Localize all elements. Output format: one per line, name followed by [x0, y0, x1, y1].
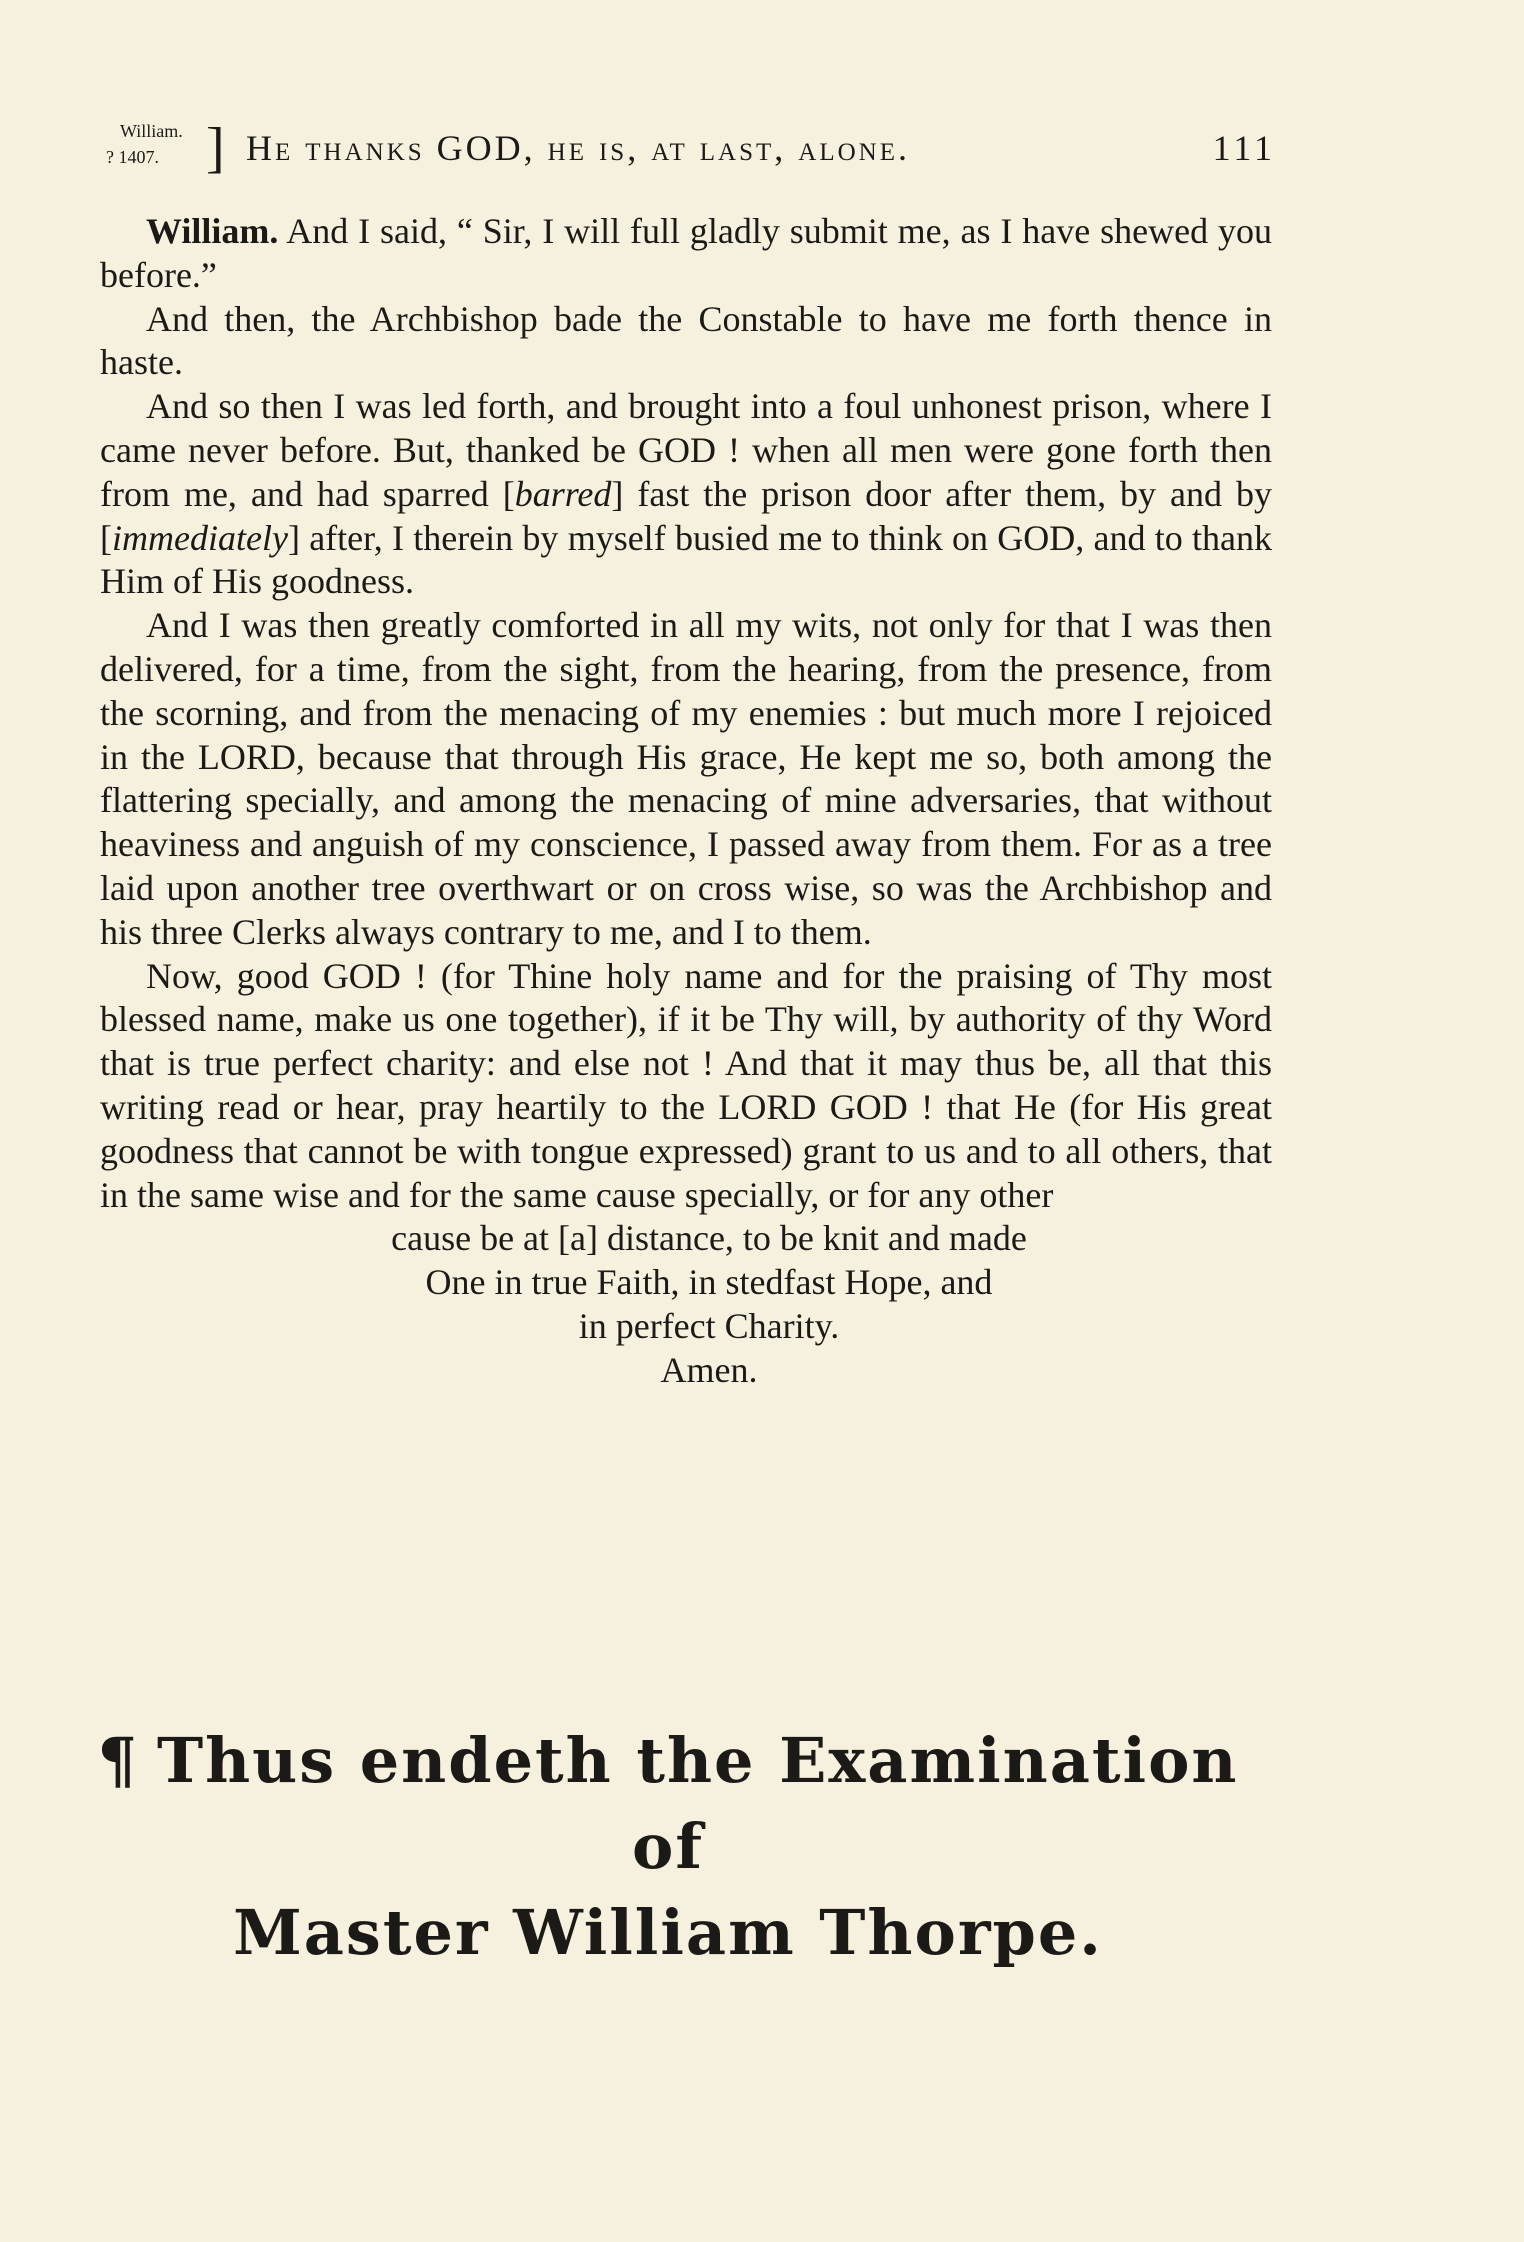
pilcrow-icon: ¶: [97, 1724, 139, 1797]
paragraph: [100, 210, 1272, 298]
colophon-line-2: Master William Thorpe.: [233, 1896, 1103, 1969]
paragraph-text: And I said, “ Sir, I will full gladly submit me, as I have shewed you before.”: [100, 211, 1272, 295]
margin-note-name: William.: [120, 121, 183, 141]
body-text: [100, 210, 1272, 1393]
paragraph: And then, the Archbishop bade the Constable to have me forth thence in haste.: [100, 298, 1272, 383]
paragraph: [100, 385, 1272, 604]
running-head: [106, 118, 1276, 182]
paragraph-text: ] after, I therein by myself busied me to think on GOD, and to thank Him of His goodness.: [100, 517, 1272, 602]
colophon: [60, 1718, 1276, 1976]
paragraph-text: And so then I was led forth, and brought into a foul unhonest prison, where I came never before. But, thanked be GOD ! when all men were gone forth then from me, and had sparred [: [100, 386, 1272, 514]
colophon-text: Thus endeth the Examination of: [156, 1724, 1239, 1883]
closing-line: One in true Faith, in stedfast Hope, and: [425, 1262, 993, 1303]
margin-bracket: ]: [206, 117, 225, 179]
closing-line: Amen.: [660, 1349, 758, 1390]
paragraph: Now, good GOD ! (for Thine holy name and for the praising of Thy most blessed name, make us one together), if it be Thy will, by authority of thy Word that is true perfect charity: and else not ! And that it may thus be, all that this writing read or hear, pray heartily to the LORD GOD ! that He (for His great goodness that cannot be with tongue expressed) grant to us and to all others, that in the same wise and for the same cause specially, or for any other: [100, 955, 1272, 1215]
gloss: immediately: [112, 517, 288, 558]
speaker-name: William.: [146, 211, 279, 251]
paragraph-text: ] fast the prison door after them, by and by [: [100, 473, 1272, 558]
colophon-line-1: [60, 1718, 1276, 1890]
closing-line: in perfect Charity.: [578, 1305, 840, 1346]
margin-note-date: ? 1407.: [106, 147, 159, 167]
closing-line: cause be at [a] distance, to be knit and made: [391, 1218, 1027, 1259]
running-title: He thanks GOD, he is, at last, alone.: [246, 128, 910, 168]
paragraph: And I was then greatly comforted in all my wits, not only for that I was then delivered, for a time, from the sight, from the hearing, from the presence, from the scorning, and from the menacing of my enemies : but much more I rejoiced in the LORD, because that through His grace, He kept me so, both among the flattering specially, and among the menacing of mine adversaries, that without heaviness and anguish of my conscience, I passed away from them. For as a tree laid upon another tree overthwart or on cross wise, so was the Archbishop and his three Clerks always contrary to me, and I to them.: [100, 605, 1272, 952]
gloss: barred: [514, 473, 612, 514]
page-number: 111: [1212, 128, 1276, 168]
margin-note: [106, 118, 218, 180]
